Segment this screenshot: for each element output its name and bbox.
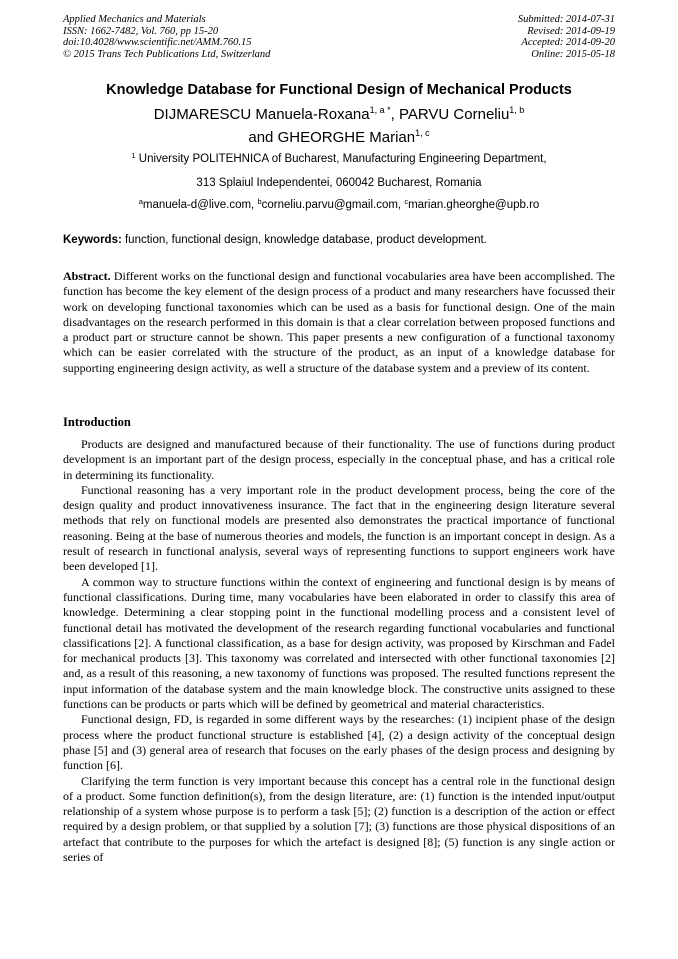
- author-and: and: [248, 129, 278, 146]
- abstract-text: Different works on the functional design and functional vocabularies area have been accomplished. The function has become the key element of the design process of a product and many researchers have focussed their work on developing functional taxonomies which can be used as a basis for functional design. One of the main disadvantages on the research performed in this domain is that a clear correlation between proposed functions and a product part or structure cannot be shown. This paper presents a new configuration of a functional taxonomy which can be easier correlated with the structure of the product, as an input of a knowledge database for supporting engineering design activity, as well a structure of the database system and a preview of its content.: [63, 269, 615, 375]
- affiliation-line-2: 313 Splaiul Independentei, 060042 Bucharest, Romania: [196, 177, 482, 189]
- journal-issn: ISSN: 1662-7482, Vol. 760, pp 15-20: [63, 25, 219, 37]
- author-1: DIJMARESCU Manuela-Roxana: [153, 106, 370, 123]
- email-a[interactable]: manuela-d@live.com,: [142, 199, 258, 211]
- keywords-text: function, functional design, knowledge database, product development.: [121, 234, 487, 246]
- introduction-body: [63, 437, 615, 865]
- journal-doi: doi:10.4028/www.scientific.net/AMM.760.15: [63, 37, 252, 48]
- email-b[interactable]: corneliu.parvu@gmail.com,: [261, 199, 405, 211]
- abstract-label: Abstract.: [63, 269, 111, 283]
- keywords: [63, 234, 615, 246]
- affiliation-name: University POLITEHNICA of Bucharest, Manufacturing Engineering Department,: [135, 153, 547, 165]
- introduction-heading: Introduction: [63, 415, 131, 429]
- email-c-sup: c: [404, 197, 409, 206]
- submitted-date: Submitted: 2014-07-31: [517, 14, 615, 25]
- paragraph: Functional reasoning has a very important role in the product development process, being the core of the design quality and product innovativeness insurance. The fact that in the engineering design literature several methods that rely on functional models are presented also demonstrates the practical importance of functional reasoning. Being at the base of numerous theories and models, the function is an important concept in design. As a result of research in functional analysis, several ways of representing functions to support engineers work have been developed [1].: [63, 482, 615, 574]
- journal-copyright: © 2015 Trans Tech Publications Ltd, Switzerland: [63, 48, 271, 60]
- keywords-label: Keywords:: [63, 234, 122, 246]
- author-2: PARVU Corneliu: [398, 106, 510, 123]
- email-line: [40, 199, 638, 211]
- author-line-1: [40, 103, 638, 126]
- email-c[interactable]: marian.gheorghe@upb.ro: [408, 199, 540, 211]
- paper-title: Knowledge Database for Functional Design of Mechanical Products: [106, 82, 572, 98]
- paragraph: Products are designed and manufactured because of their functionality. The use of functions during product development is an important part of the design process, especially in the conceptual phase, and has a critical role in determining its functionality.: [63, 437, 615, 482]
- online-date: Online: 2015-05-18: [531, 48, 615, 60]
- author-2-affil: 1, b: [509, 105, 525, 115]
- dates-header: [518, 14, 615, 60]
- abstract: [63, 269, 615, 376]
- author-3: GHEORGHE Marian: [277, 129, 416, 146]
- paragraph: Clarifying the term function is very important because this concept has a central role in the functional design of a product. Some function definition(s), from the design literature, are: (1) function is the intended input/output relationship of a system whose purpose is to perform a task [5]; (2) function is a description of the action or effect required by a design problem, or that supplied by a solution [7]; (3) functions are those physical dispositions of an artefact that contribute to the purposes for which the artefact is designed [8]; (5) function is any single action or series of: [63, 773, 615, 865]
- paragraph: A common way to structure functions within the context of engineering and functional design is by means of functional classifications. During time, many vocabularies have been elaborated in order to classify this area of knowledge. Determining a clear stopping point in the functional modelling process and a consistent level of functional detail has motivated the development of the research regarding functional vocabularies and functional classifications [2]. A functional classification, as a base for design activity, was proposed by Kirschman and Fadel for mechanical products [3]. This taxonomy was correlated and intersected with other functional taxonomies [2] and, as a result of this reasoning, a new taxonomy of functions was proposed. The resulted functions represent the input information of the database system and the main knowledge block. The constructive units assigned to these functions can be products or parts which will be defined by geometrical and material characteristics.: [63, 574, 615, 712]
- revised-date: Revised: 2014-09-19: [527, 25, 615, 37]
- affiliation-line-1: [40, 153, 638, 165]
- paragraph: Functional design, FD, is regarded in some different ways by the researches: (1) incipient phase of the design process where the product functional structure is established [4], (2) a design activity of the conceptual design phase [5] and (3) general area of research that focuses on the early phases of the design process and designing by function [6].: [63, 712, 615, 773]
- journal-name: Applied Mechanics and Materials: [63, 14, 206, 25]
- affiliation-sup: 1: [131, 151, 136, 160]
- email-b-sup: b: [257, 197, 262, 206]
- author-1-affil: 1, a *: [369, 105, 391, 115]
- author-list: [40, 103, 638, 149]
- author-line-2: [40, 126, 638, 149]
- email-a-sup: a: [138, 197, 143, 206]
- author-separator: ,: [390, 106, 399, 123]
- accepted-date: Accepted: 2014-09-20: [521, 37, 615, 48]
- author-3-affil: 1, c: [415, 128, 430, 138]
- journal-header: [63, 14, 270, 60]
